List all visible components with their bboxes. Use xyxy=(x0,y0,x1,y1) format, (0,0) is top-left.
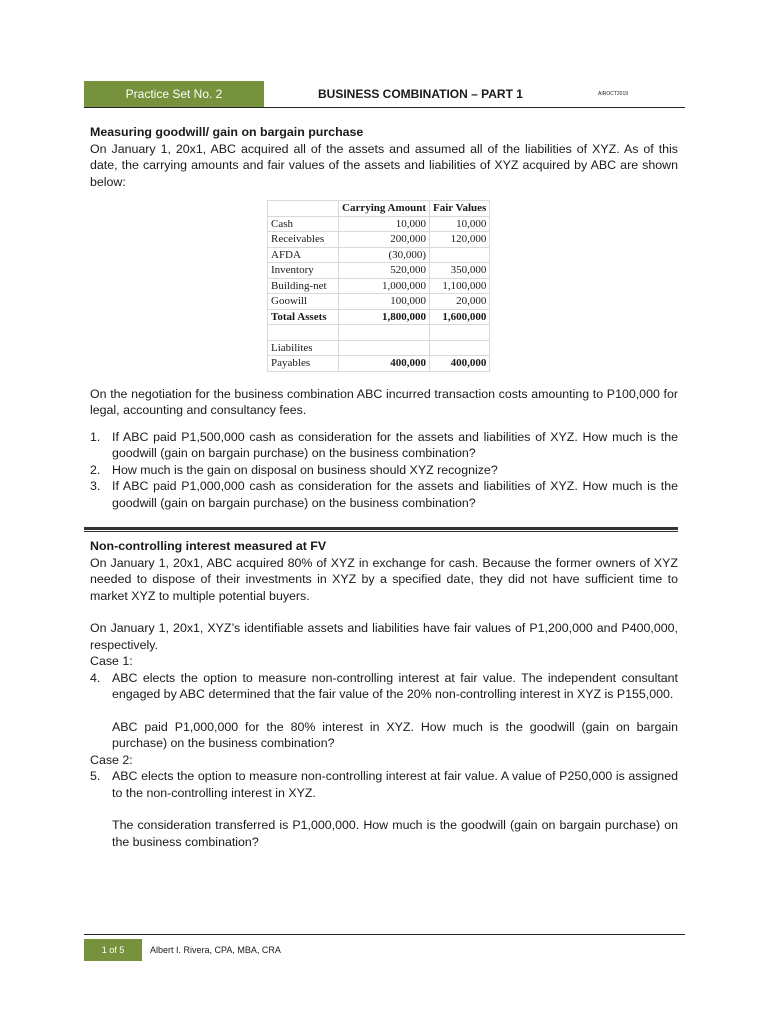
col-fair-values: Fair Values xyxy=(430,201,490,217)
table-header-row xyxy=(268,201,490,217)
col-carrying-amount: Carrying Amount xyxy=(339,201,430,217)
list-item: 5. ABC elects the option to measure non-controlling interest at fair value. A value of P250,000 is assigned to the non-controlling interest in XYZ. The consideration transferred is P1,000,000. How much is the goodwill (gain on bargain purchase) on the business combination? xyxy=(90,769,678,849)
page-footer xyxy=(84,934,685,961)
list-item: 3. If ABC paid P1,000,000 cash as consideration for the assets and liabilities of XYZ. How much is the goodwill (gain on bargain purchase) on the business combination? xyxy=(90,479,678,510)
question-list xyxy=(90,429,678,512)
payables-row: Payables 400,000 400,000 xyxy=(268,356,490,372)
page-number: 1 of 5 xyxy=(84,939,142,961)
table-row: Cash 10,000 10,000 xyxy=(268,216,490,232)
document-code: AIROCT2019 xyxy=(598,91,629,97)
case1-label: Case 1: xyxy=(90,654,133,668)
section-divider xyxy=(84,527,678,532)
document-body xyxy=(90,124,678,850)
nci-paragraph-1: On January 1, 20x1, ABC acquired 80% of XYZ in exchange for cash. Because the former owners of XYZ needed to dispose of their investments in XYZ by a specified date, they did not have sufficient time to market XYZ to multiple potential buyers. xyxy=(90,555,678,603)
table-row: Inventory 520,000 350,000 xyxy=(268,263,490,279)
list-item: 4. ABC elects the option to measure non-controlling interest at fair value. The independent consultant engaged by ABC determined that the fair value of the 20% non-controlling interest in XYZ is P155,000. ABC paid P1,000,000 for the 80% interest in XYZ. How much is the goodwill (gain on bargain purchase) on the business combination? xyxy=(90,670,678,750)
page-header xyxy=(84,81,685,108)
table-row: AFDA (30,000) xyxy=(268,247,490,263)
section-heading-goodwill: Measuring goodwill/ gain on bargain purchase xyxy=(90,125,364,139)
list-item: 2. How much is the gain on disposal on business should XYZ recognize? xyxy=(90,462,498,477)
negotiation-paragraph: On the negotiation for the business combination ABC incurred transaction costs amounting to P100,000 for legal, accounting and consultancy fees. xyxy=(90,386,678,417)
document-title: BUSINESS COMBINATION – PART 1 xyxy=(318,87,523,101)
table-row: Receivables 200,000 120,000 xyxy=(268,232,490,248)
section-heading-nci: Non-controlling interest measured at FV xyxy=(90,539,327,553)
total-assets-row: Total Assets 1,800,000 1,600,000 xyxy=(268,309,490,325)
nci-paragraph-2: On January 1, 20x1, XYZ’s identifiable assets and liabilities have fair values of P1,200,000 and P400,000, respectively. xyxy=(90,621,678,652)
case2-label: Case 2: xyxy=(90,752,133,767)
list-item: 1. If ABC paid P1,500,000 cash as consideration for the assets and liabilities of XYZ. How much is the goodwill (gain on bargain purchase) on the business combination? xyxy=(90,429,678,460)
assets-liabilities-table xyxy=(267,200,490,372)
author-name: Albert I. Rivera, CPA, MBA, CRA xyxy=(150,945,281,955)
table-row: Building-net 1,000,000 1,100,000 xyxy=(268,278,490,294)
blank-row xyxy=(268,325,490,341)
liabilities-label-row: Liabilites xyxy=(268,340,490,356)
practice-set-badge: Practice Set No. 2 xyxy=(84,81,264,107)
intro-paragraph: On January 1, 20x1, ABC acquired all of the assets and assumed all of the liabilities of XYZ. As of this date, the carrying amounts and fair values of the assets and liabilities of XYZ acquired by ABC are shown below: xyxy=(90,141,678,189)
table-row: Goowill 100,000 20,000 xyxy=(268,294,490,310)
